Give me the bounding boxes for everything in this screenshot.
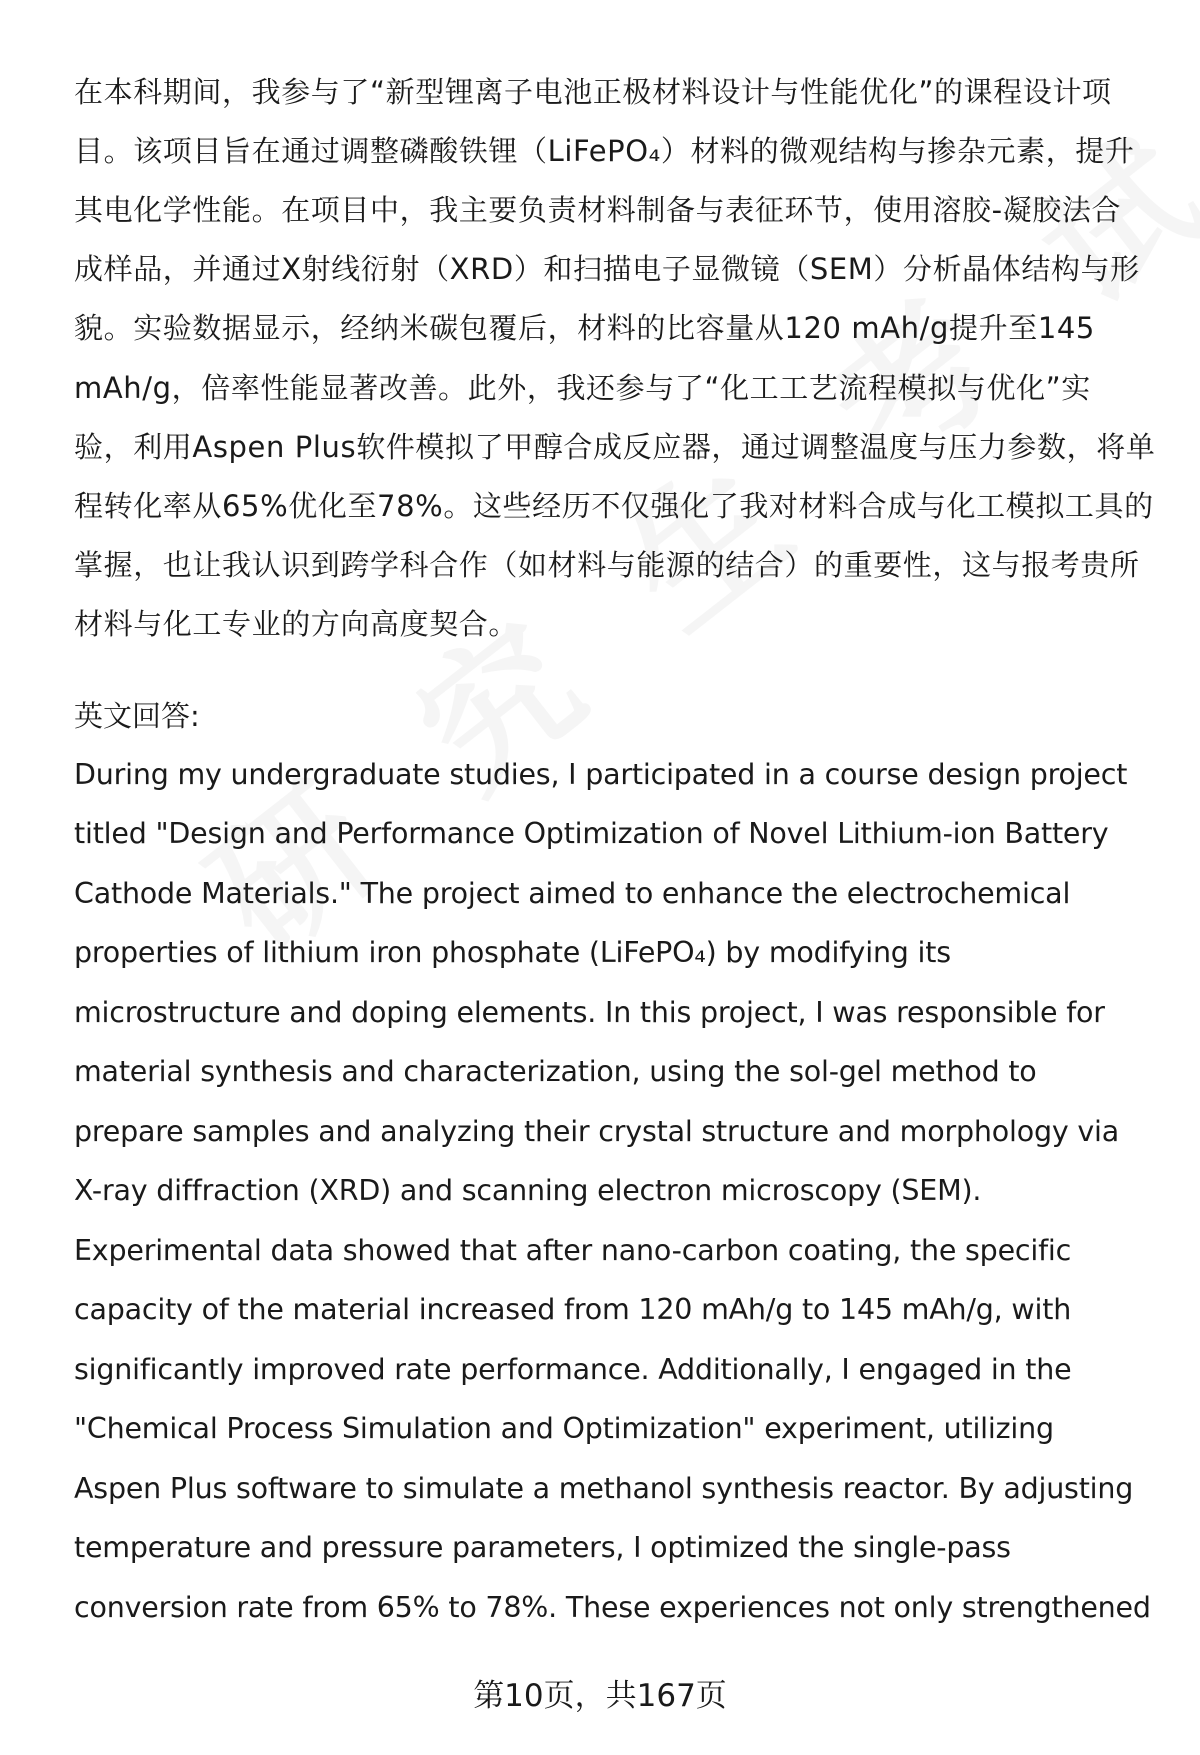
zh-line: 材料与化工专业的方向高度契合。 bbox=[74, 607, 519, 641]
zh-line: 验，利用Aspen Plus软件模拟了甲醇合成反应器，通过调整温度与压力参数，将单 bbox=[74, 430, 1156, 464]
en-line: material synthesis and characterization, using the sol-gel method to bbox=[74, 1055, 1037, 1088]
en-line: conversion rate from 65% to 78%. These experiences not only strengthened bbox=[74, 1591, 1151, 1624]
en-line: microstructure and doping elements. In this project, I was responsible for bbox=[74, 996, 1105, 1029]
en-line: During my undergraduate studies, I participated in a course design project bbox=[74, 758, 1128, 791]
zh-line: 在本科期间，我参与了“新型锂离子电池正极材料设计与性能优化”的课程设计项 bbox=[74, 75, 1112, 109]
en-line: titled "Design and Performance Optimization of Novel Lithium-ion Battery bbox=[74, 817, 1109, 850]
zh-line: 掌握，也让我认识到跨学科合作（如材料与能源的结合）的重要性，这与报考贵所 bbox=[74, 548, 1140, 582]
en-line: prepare samples and analyzing their crystal structure and morphology via bbox=[74, 1115, 1120, 1148]
en-line: "Chemical Process Simulation and Optimization" experiment, utilizing bbox=[74, 1412, 1054, 1445]
zh-line: 程转化率从65%优化至78%。这些经历不仅强化了我对材料合成与化工模拟工具的 bbox=[74, 489, 1154, 523]
en-line: Cathode Materials." The project aimed to enhance the electrochemical bbox=[74, 877, 1071, 910]
en-line: X-ray diffraction (XRD) and scanning electron microscopy (SEM). bbox=[74, 1174, 982, 1207]
zh-line: mAh/g，倍率性能显著改善。此外，我还参与了“化工工艺流程模拟与优化”实 bbox=[74, 371, 1091, 405]
en-line: temperature and pressure parameters, I optimized the single-pass bbox=[74, 1531, 1011, 1564]
english-answer-heading: 英文回答: bbox=[74, 699, 200, 733]
zh-line: 其电化学性能。在项目中，我主要负责材料制备与表征环节，使用溶胶-凝胶法合 bbox=[74, 193, 1122, 227]
en-line: Aspen Plus software to simulate a methanol synthesis reactor. By adjusting bbox=[74, 1472, 1134, 1505]
zh-line: 成样品，并通过X射线衍射（XRD）和扫描电子显微镜（SEM）分析晶体结构与形 bbox=[74, 252, 1140, 286]
en-line: Experimental data showed that after nano-carbon coating, the specific bbox=[74, 1234, 1072, 1267]
zh-line: 貌。实验数据显示，经纳米碳包覆后，材料的比容量从120 mAh/g提升至145 bbox=[74, 311, 1095, 345]
en-line: capacity of the material increased from 120 mAh/g to 145 mAh/g, with bbox=[74, 1293, 1072, 1326]
page-number-footer: 第10页，共167页 bbox=[473, 1678, 727, 1714]
en-line: significantly improved rate performance. Additionally, I engaged in the bbox=[74, 1353, 1072, 1386]
zh-line: 目。该项目旨在通过调整磷酸铁锂（LiFePO₄）材料的微观结构与掺杂元素，提升 bbox=[74, 134, 1135, 168]
en-line: properties of lithium iron phosphate (LiFePO₄) by modifying its bbox=[74, 936, 951, 969]
